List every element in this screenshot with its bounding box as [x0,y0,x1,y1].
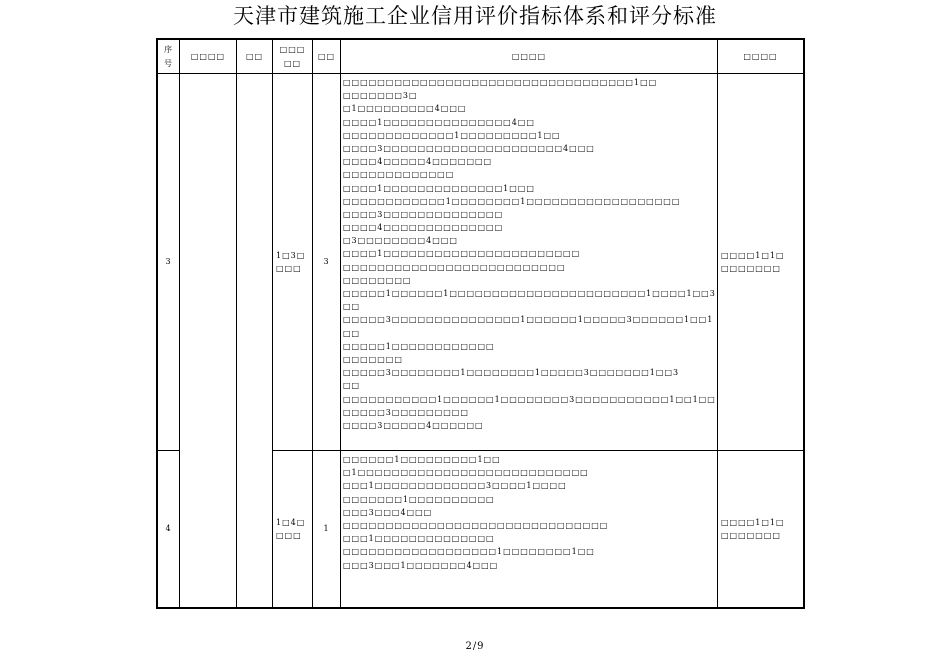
header-range [273,39,313,74]
table-row [157,74,804,451]
row-index: 3 [157,74,180,451]
header-label: □□□□ [511,51,547,61]
criteria-line: □□□□□□□3□ [343,91,418,101]
row-note-text: □□□□1□1□ □□□□□□□ [721,517,785,540]
row-note-text: □□□□1□1□ □□□□□□□ [721,250,785,273]
header-item [237,39,273,74]
criteria-line: □□ [343,302,361,312]
criteria-line: □3□□□□□□□□4□□□ [343,236,458,246]
criteria-line: □□□□3□□□□□□□□□□□□□□□□□□□□□4□□□ [343,143,595,153]
criteria-line: □□□□4□□□□□4□□□□□□□ [343,157,493,167]
criteria-line: □□□1□□□□□□□□□□□□□□ [343,534,495,544]
row-note [718,74,805,451]
row-category [180,74,237,609]
row-score: 3 [313,74,341,451]
criteria-table [156,38,805,609]
criteria-line: □□□3□□□1□□□□□□□4□□□ [343,560,499,570]
criteria-line: □□□3□□□4□□□ [343,507,433,517]
criteria-line: □□□□□□□□□□□□□1□□□□□□□□□1□□ [343,130,561,140]
criteria-line: □□□□3□□□□□4□□□□□□ [343,420,484,430]
criteria-line: □□□□□3□□□□□□□□□ [343,407,469,417]
criteria-line: □□□□□□□□□□□□□□□□□□1□□□□□□□□1□□ [343,547,595,557]
criteria-line: □1□□□□□□□□□4□□□ [343,104,467,114]
header-label: □□ [245,51,264,61]
row-note [718,451,805,609]
criteria-line: □□□1□□□□□□□□□□□□□3□□□□1□□□□ [343,481,567,491]
row-range [273,74,313,451]
page-number: 2/9 [465,641,485,652]
criteria-line: □□□□1□□□□□□□□□□□□□□□4□□ [343,117,535,127]
header-note [718,39,805,74]
criteria-line: □□□□4□□□□□□□□□□□□□□ [343,223,504,233]
criteria-line: □□□□□1□□□□□□□□□□□□ [343,341,495,351]
criteria-line: □□□□1□□□□□□□□□□□□□□□□□□□□□□□ [343,249,581,259]
row-item [237,74,273,609]
criteria-line: □□□□□3□□□□□□□□1□□□□□□□□1□□□□□3□□□□□□□1□□3 [343,368,680,378]
row-range-text: 1□3□ □□□ [276,250,306,273]
header-score [313,39,341,74]
criteria-line: □□□□□□□□ [343,275,412,285]
row-criteria [341,74,718,451]
row-criteria [341,451,718,609]
table-header-row [157,39,804,74]
criteria-line: □□□□□□□□□□□1□□□□□□1□□□□□□□□3□□□□□□□□□□□1□□1□□ [343,394,716,404]
row-index: 4 [157,451,180,609]
header-label: □□□ [279,45,306,55]
row-range [273,451,313,609]
row-score: 1 [313,451,341,609]
criteria-line: □1□□□□□□□□□□□□□□□□□□□□□□□□□□□ [343,468,589,478]
header-criteria [341,39,718,74]
header-index [157,39,180,74]
header-label: □□□□ [743,51,778,61]
criteria-line: □□□□□□□□□□□□□□□□□□□□□□□□□□□□□□□ [343,520,609,530]
criteria-line: □□□□□□□ [343,354,403,364]
criteria-line: □□□□□□□□□□□□□□□□□□□□□□□□□□□□□□□□□□1□□ [343,78,658,87]
criteria-line: □□□□□1□□□□□□1□□□□□□□□□□□□□□□□□□□□□□□1□□□□1□□3 [343,289,716,298]
criteria-line: □□□□3□□□□□□□□□□□□□□ [343,209,504,219]
header-category [180,39,237,74]
criteria-line: □□□□□□□1□□□□□□□□□□ [343,494,495,504]
criteria-line: □□ [343,328,361,338]
header-label: □□ [283,58,302,68]
criteria-line: □□□□□□□□□□□□□□□□□□□□□□□□□□ [343,262,566,272]
criteria-line: □□□□□□□□□□□□□ [343,170,455,180]
criteria-line: □□□□□□□□□□□□1□□□□□□□□1□□□□□□□□□□□□□□□□□□ [343,196,681,206]
header-label: □□ [317,51,336,61]
document-title: 天津市建筑施工企业信用评价指标体系和评分标准 [233,4,717,28]
header-label: □□□□ [190,51,226,61]
header-label: 号 [164,58,173,68]
criteria-line: □□ [343,381,361,391]
criteria-line: □□□□□3□□□□□□□□□□□□□□□1□□□□□□1□□□□□3□□□□□□1□□1 [343,315,714,325]
criteria-line: □□□□1□□□□□□□□□□□□□□1□□□ [343,183,535,193]
row-range-text: 1□4□ □□□ [276,517,306,540]
criteria-line: □□□□□□1□□□□□□□□□1□□ [343,455,501,464]
header-label: 序 [164,45,173,55]
